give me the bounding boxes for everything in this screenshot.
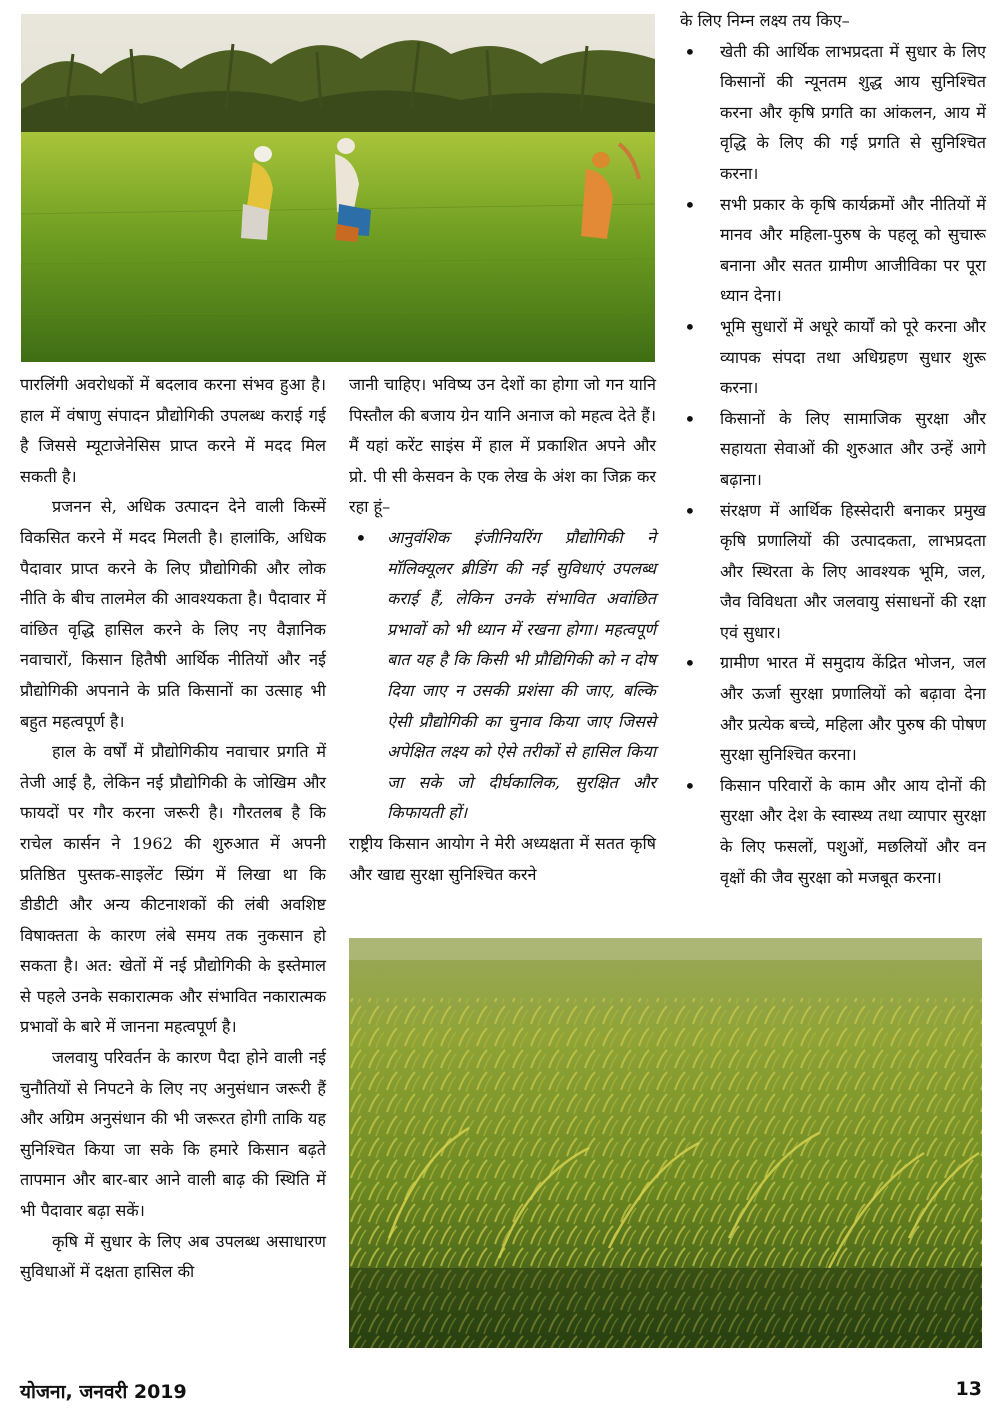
goal-item: • सभी प्रकार के कृषि कार्यक्रमों और नीतियों में मानव और महिला-पुरुष के पहलू को सुचारू बनाना और सतत ग्रामीण आजीविका पर पूरा ध्यान देना।: [720, 190, 986, 312]
column-2: [349, 370, 656, 890]
paragraph: हाल के वर्षों में प्रौद्योगिकीय नवाचार प्रगति में तेजी आई है, लेकिन नई प्रौद्योगिकी के जोखिम और फायदों पर गौर करना जरूरी है। गौरतलब है कि राचेल कार्सन ने 1962 की शुरुआत में अपनी प्रतिष्ठित पुस्तक-साइलेंट स्प्रिंग में लिखा था कि डीडीटी और अन्य कीटनाशकों की लंबी अवशिष्ट विषाक्तता के कारण लंबे समय तक नुकसान हो सकता है। अत: खेतों में नई प्रौद्योगिकी के इस्तेमाल से पहले उनके सकारात्मक और संभावित नकारात्मक प्रभावों के बारे में जानना महत्वपूर्ण है।: [20, 742, 326, 1037]
column-1: [20, 370, 326, 1288]
paragraph: कृषि में सुधार के लिए अब उपलब्ध असाधारण सुविधाओं में दक्षता हासिल की: [20, 1231, 326, 1282]
footer-magazine-date: योजना, जनवरी 2019: [20, 1381, 187, 1403]
paragraph: राष्ट्रीय किसान आयोग ने मेरी अध्यक्षता में सतत कृषि और खाद्य सुरक्षा सुनिश्चित करने: [349, 833, 656, 884]
quoted-excerpt: [349, 523, 656, 829]
paragraph: जानी चाहिए। भविष्य उन देशों का होगा जो गन यानि पिस्तौल की बजाय ग्रेन यानि अनाज को महत्व देते हैं। मैं यहां करेंट साइंस में हाल में प्रकाशित अपने और प्रो. पी सी केसवन के एक लेख के अंश का जिक्र कर रहा हूं–: [349, 375, 656, 517]
paragraph: जलवायु परिवर्तन के कारण पैदा होने वाली नई चुनौतियों से निपटने के लिए नए अनुसंधान जरूरी हैं और अग्रिम अनुसंधान की भी जरूरत होगी ताकि यह सुनिश्चित किया जा सके कि हमारे किसान बढ़ते तापमान और बार-बार आने वाली बाढ़ की स्थिति में भी पैदावार बढ़ा सकें।: [20, 1048, 326, 1221]
goal-item: • संरक्षण में आर्थिक हिस्सेदारी बनाकर प्रमुख कृषि प्रणालियों की उत्पादकता, लाभप्रदता और स्थिरता के लिए आवश्यक भूमि, जल, जैव विविधता और जलवायु संसाधनों की रक्षा एवं सुधार।: [720, 496, 986, 649]
goal-item: • ग्रामीण भारत में समुदाय केंद्रित भोजन, जल और ऊर्जा सुरक्षा प्रणालियों को बढ़ावा देना और प्रत्येक बच्चे, महिला और पुरुष की पोषण सुरक्षा सुनिश्चित करना।: [720, 648, 986, 770]
paddy-field-workers-photo: [21, 14, 655, 362]
goal-item: • किसानों के लिए सामाजिक सुरक्षा और सहायता सेवाओं की शुरुआत और उन्हें आगे बढ़ाना।: [720, 404, 986, 496]
goal-item: • भूमि सुधारों में अधूरे कार्यों को पूरे करना और व्यापक संपदा तथा अधिग्रहण सुधार शुरू करना।: [720, 312, 986, 404]
paragraph: पारलिंगी अवरोधकों में बदलाव करना संभव हुआ है। हाल में वंषाणु संपादन प्रौद्योगिकी उपलब्ध कराई गई है जिससे म्यूटाजेनेसिस प्राप्त करने में मदद मिल सकती है।: [20, 375, 326, 486]
goal-item: • किसान परिवारों के काम और आय दोनों की सुरक्षा और देश के स्वास्थ्य तथा व्यापार सुरक्षा के लिए फसलों, पशुओं, मछलियों और वन वृक्षों की जैव सुरक्षा को मजबूत करना।: [720, 771, 986, 893]
ripe-paddy-photo: [349, 938, 982, 1348]
column-3: [680, 6, 986, 893]
paragraph: प्रजनन से, अधिक उत्पादन देने वाली किस्में विकसित करने में मदद मिलती है। हालांकि, अधिक पैदावार प्राप्त करने के लिए प्रौद्योगिकी और लोक नीति के बीच तालमेल की आवश्यकता है। पैदावार में वांछित वृद्धि हासिल करने के लिए नए वैज्ञानिक नवाचारों, किसान हितैषी आर्थिक नीतियों और नई प्रौद्योगिकी अपनाने के प्रति किसानों का उत्साह भी बहुत महत्वपूर्ण है।: [20, 497, 326, 731]
goals-intro: के लिए निम्न लक्ष्य तय किए–: [680, 11, 850, 30]
goals-list: [680, 37, 986, 894]
quote-item: • आनुवंशिक इंजीनियरिंग प्रौद्योगिकी ने मॉलिक्यूलर ब्रीडिंग की नई सुविधाएं उपलब्ध कराई हैं, लेकिन उनके संभावित अवांछित प्रभावों को भी ध्यान में रखना होगा। महत्वपूर्ण बात यह है कि किसी भी प्रौद्यिगिकी को न दोष दिया जाए न उसकी प्रशंसा की जाए, बल्कि ऐसी प्रौद्योगिकी का चुनाव किया जाए जिससे अपेक्षित लक्ष्य को ऐसे तरीकों से हासिल किया जा सके जो दीर्घकालिक, सुरक्षित और किफायती हों।: [387, 523, 656, 829]
goal-item: • खेती की आर्थिक लाभप्रदता में सुधार के लिए किसानों की न्यूनतम शुद्ध आय सुनिश्चित करना और कृषि प्रगति का आंकलन, आय में वृद्धि के लिए की गई प्रगति से सुनिश्चित करना।: [720, 37, 986, 190]
page-number: 13: [955, 1378, 982, 1400]
